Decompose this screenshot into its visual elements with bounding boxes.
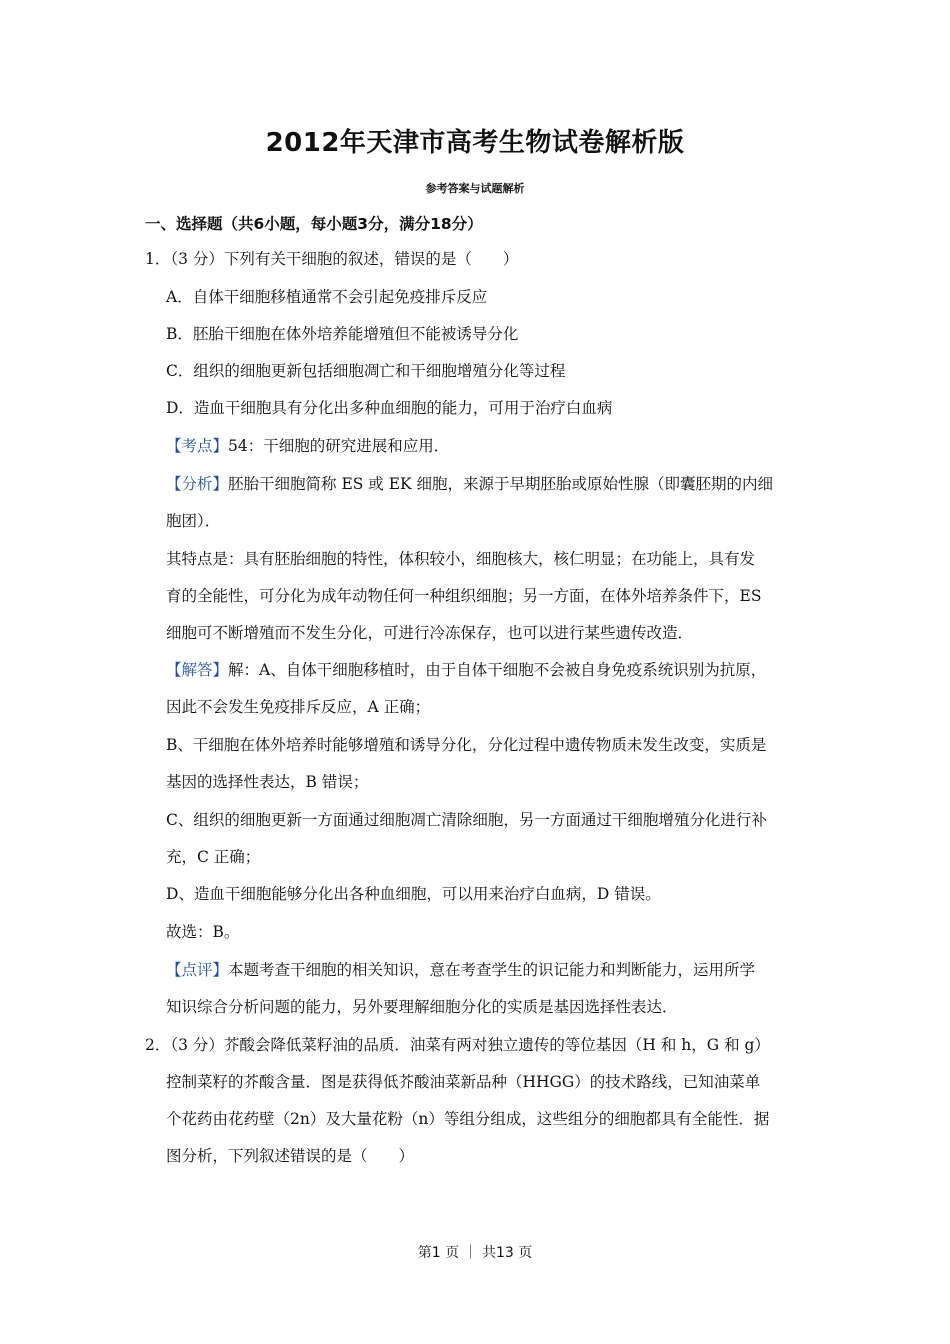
page-footer: 第1 页 ｜ 共13 页 (417, 1245, 533, 1261)
question-2-stem-line: 控制菜籽的芥酸含量．图是获得低芥酸油菜新品种（HHGG）的技术路线，已知油菜单 (166, 1073, 761, 1091)
jieda-line: C、组织的细胞更新一方面通过细胞凋亡清除细胞，另一方面通过干细胞增殖分化进行补 (166, 811, 767, 829)
dianping-text-1: 本题考查干细胞的相关知识，意在考查学生的识记能力和判断能力，运用所学 (228, 961, 756, 979)
question-1-stem: 1．（3 分）下列有关干细胞的叙述，错误的是（ ） (145, 250, 519, 268)
kaodian-tag: 【考点】 (166, 437, 229, 455)
jieda-line: 充，C 正确； (166, 848, 261, 866)
question-2-stem-line: 图分析，下列叙述错误的是（ ） (166, 1147, 415, 1165)
kaodian-text: 54：干细胞的研究进展和应用． (228, 437, 450, 455)
jieda-line: B、干细胞在体外培养时能够增殖和诱导分化，分化过程中遗传物质未发生改变，实质是 (166, 736, 767, 754)
fenxi-text-1: 胚胎干细胞简称 ES 或 EK 细胞，来源于早期胚胎或原始性腺（即囊胚期的内细 (228, 475, 774, 493)
jieda-text-1: 解：A、自体干细胞移植时，由于自体干细胞不会被自身免疫系统识别为抗原， (228, 661, 767, 679)
question-1-option-c: C．组织的细胞更新包括细胞凋亡和干细胞增殖分化等过程 (166, 362, 566, 380)
fenxi-paragraph-line: 细胞可不断增殖而不发生分化，可进行冷冻保存，也可以进行某些遗传改造． (166, 624, 694, 642)
jieda-line: D、造血干细胞能够分化出各种血细胞，可以用来治疗白血病，D 错误。 (166, 885, 661, 903)
jieda-tag: 【解答】 (166, 661, 229, 679)
question-2-stem-line: 个花药由花药壁（2n）及大量花粉（n）等组分组成，这些组分的细胞都具有全能性．据 (166, 1110, 770, 1128)
fenxi-line-1 (166, 474, 773, 494)
page-title: 2012年天津市高考生物试卷解析版 (265, 128, 685, 158)
dianping-tag: 【点评】 (166, 961, 229, 979)
question-1-option-b: B．胚胎干细胞在体外培养能增殖但不能被诱导分化 (166, 325, 519, 343)
question-1-option-d: D．造血干细胞具有分化出多种血细胞的能力，可用于治疗白血病 (166, 399, 613, 417)
question-2-stem-line: 2．（3 分）芥酸会降低菜籽油的品质．油菜有两对独立遗传的等位基因（H 和 h，G 和 g） (145, 1036, 770, 1054)
jieda-answer: 故选：B。 (166, 923, 240, 941)
section-heading: 一、选择题（共6小题，每小题3分，满分18分） (145, 215, 483, 233)
fenxi-paragraph-line: 其特点是：具有胚胎细胞的特性，体积较小，细胞核大，核仁明显；在功能上，具有发 (166, 550, 756, 568)
dianping-line-1 (166, 960, 755, 980)
jieda-line: 基因的选择性表达，B 错误； (166, 773, 369, 791)
dianping-line-2: 知识综合分析问题的能力，另外要理解细胞分化的实质是基因选择性表达． (166, 998, 678, 1016)
kaodian-line (166, 436, 449, 456)
fenxi-tag: 【分析】 (166, 475, 229, 493)
fenxi-paragraph-line: 育的全能性，可分化为成年动物任何一种组织细胞；另一方面，在体外培养条件下，ES (166, 587, 762, 605)
page-subtitle: 参考答案与试题解析 (425, 182, 525, 195)
jieda-line-1 (166, 660, 766, 680)
fenxi-line-2: 胞团）． (166, 512, 221, 530)
question-1-option-a: A．自体干细胞移植通常不会引起免疫排斥反应 (166, 288, 488, 306)
jieda-line: 因此不会发生免疫排斥反应，A 正确； (166, 698, 431, 716)
